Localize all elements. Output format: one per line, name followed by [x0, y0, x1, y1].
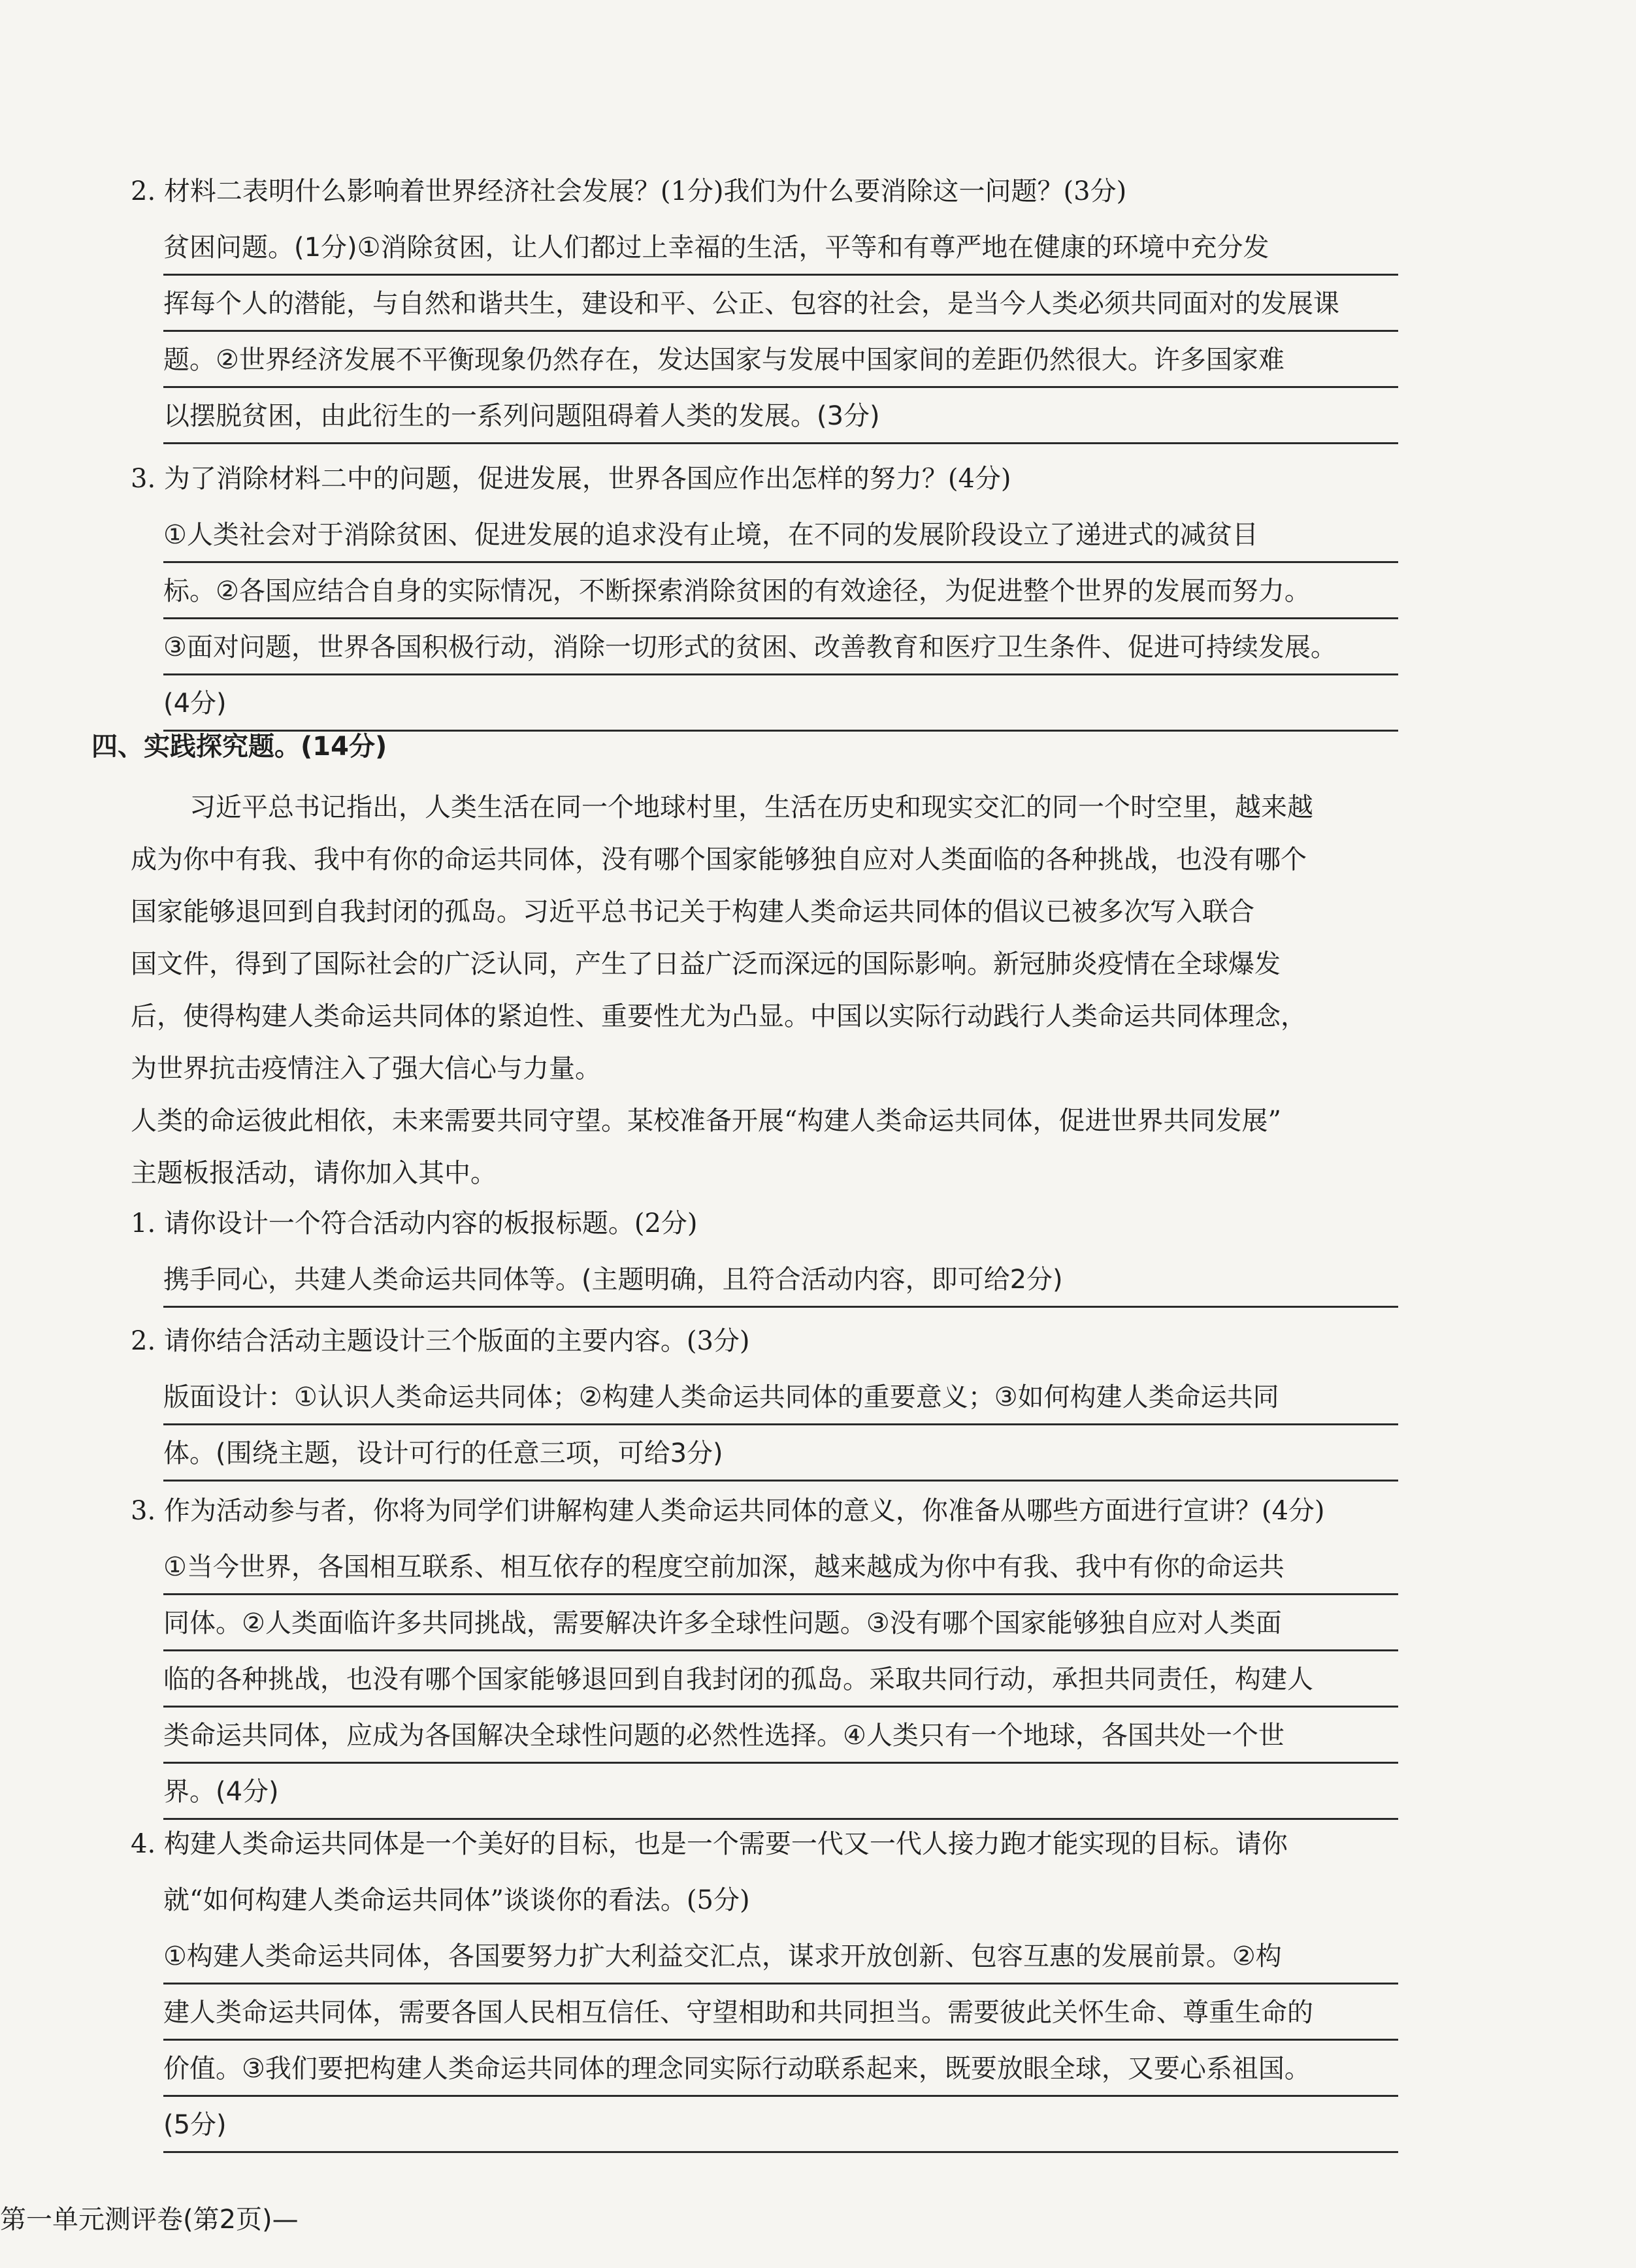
answer-line: ①当今世界，各国相互联系、相互依存的程度空前加深，越来越成为你中有我、我中有你的命运共: [163, 1539, 1398, 1595]
answer-line: 体。(围绕主题，设计可行的任意三项，可给3分): [163, 1425, 1398, 1482]
practice-answer-1: [163, 1252, 1398, 1308]
answer-line: ③面对问题，世界各国积极行动，消除一切形式的贫困、改善教育和医疗卫生条件、促进可持续发展。: [163, 619, 1398, 675]
answer-line: ①构建人类命运共同体，各国要努力扩大利益交汇点，谋求开放创新、包容互惠的发展前景。②构: [163, 1928, 1398, 1984]
answer-3: [163, 507, 1398, 732]
material-line: 习近平总书记指出，人类生活在同一个地球村里，生活在历史和现实交汇的同一个时空里，越来越: [189, 792, 1313, 822]
material-paragraph: [189, 781, 1398, 834]
intro-line: 主题板报活动，请你加入其中。: [131, 1158, 497, 1188]
answer-line: 同体。②人类面临许多共同挑战，需要解决许多全球性问题。③没有哪个国家能够独自应对人类面: [163, 1595, 1398, 1651]
answer-line: 贫困问题。(1分)①消除贫困，让人们都过上幸福的生活，平等和有尊严地在健康的环境中充分发: [163, 219, 1398, 276]
answer-line: (4分): [163, 675, 1398, 732]
intro-line: 人类的命运彼此相依，未来需要共同守望。某校准备开展“构建人类命运共同体，促进世界共同发展”: [131, 1106, 1281, 1136]
answer-line: 类命运共同体，应成为各国解决全球性问题的必然性选择。④人类只有一个地球，各国共处一个世: [163, 1708, 1398, 1764]
answer-line: 以摆脱贫困，由此衍生的一系列问题阻碍着人类的发展。(3分): [163, 388, 1398, 444]
material-paragraph-cont: [131, 834, 1398, 1095]
question-2: 2. 材料二表明什么影响着世界经济社会发展？(1分)我们为什么要消除这一问题？(3分): [131, 176, 1127, 206]
material-line: 国文件，得到了国际社会的广泛认同，产生了日益广泛而深远的国际影响。新冠肺炎疫情在全球爆发: [131, 949, 1281, 979]
practice-question-1: 1. 请你设计一个符合活动内容的板报标题。(2分): [131, 1208, 698, 1239]
material-line: 为世界抗击疫情注入了强大信心与力量。: [131, 1054, 601, 1084]
answer-line: 价值。③我们要把构建人类命运共同体的理念同实际行动联系起来，既要放眼全球，又要心系祖国。: [163, 2041, 1398, 2097]
page-footer: 第一单元测评卷(第2页)—: [0, 2205, 299, 2235]
activity-intro: [131, 1095, 1398, 1199]
practice-question-2: 2. 请你结合活动主题设计三个版面的主要内容。(3分): [131, 1326, 750, 1356]
answer-line: 临的各种挑战，也没有哪个国家能够退回到自我封闭的孤岛。采取共同行动，承担共同责任，构建人: [163, 1651, 1398, 1708]
section-4-title: 四、实践探究题。(14分): [91, 732, 387, 762]
material-line: 成为你中有我、我中有你的命运共同体，没有哪个国家能够独自应对人类面临的各种挑战，也没有哪个: [131, 845, 1307, 875]
practice-question-3: 3. 作为活动参与者，你将为同学们讲解构建人类命运共同体的意义，你准备从哪些方面进行宣讲？(4分): [131, 1496, 1325, 1526]
answer-line: 界。(4分): [163, 1764, 1398, 1820]
practice-answer-2: [163, 1369, 1398, 1482]
practice-answer-3: [163, 1539, 1398, 1820]
answer-line: 标。②各国应结合自身的实际情况，不断探索消除贫困的有效途径，为促进整个世界的发展而努力。: [163, 563, 1398, 619]
answer-2: [163, 219, 1398, 444]
answer-line: 挥每个人的潜能，与自然和谐共生，建设和平、公正、包容的社会，是当今人类必须共同面对的发展课: [163, 276, 1398, 332]
material-line: 国家能够退回到自我封闭的孤岛。习近平总书记关于构建人类命运共同体的倡议已被多次写入联合: [131, 897, 1254, 927]
answer-line: ①人类社会对于消除贫困、促进发展的追求没有止境，在不同的发展阶段设立了递进式的减贫目: [163, 507, 1398, 563]
answer-line: 题。②世界经济发展不平衡现象仍然存在，发达国家与发展中国家间的差距仍然很大。许多国家难: [163, 332, 1398, 388]
answer-line: 建人类命运共同体，需要各国人民相互信任、守望相助和共同担当。需要彼此关怀生命、尊重生命的: [163, 1984, 1398, 2041]
question-3: 3. 为了消除材料二中的问题，促进发展，世界各国应作出怎样的努力？(4分): [131, 464, 1011, 494]
answer-line: 版面设计：①认识人类命运共同体；②构建人类命运共同体的重要意义；③如何构建人类命运共同: [163, 1369, 1398, 1425]
question-line: 4. 构建人类命运共同体是一个美好的目标，也是一个需要一代又一代人接力跑才能实现的目标。请你: [131, 1829, 1288, 1859]
practice-question-4: [131, 1816, 1398, 1928]
question-line: 就“如何构建人类命运共同体”谈谈你的看法。(5分): [163, 1885, 750, 1915]
practice-answer-4: [163, 1928, 1398, 2153]
answer-line: (5分): [163, 2097, 1398, 2153]
answer-line: 携手同心，共建人类命运共同体等。(主题明确，且符合活动内容，即可给2分): [163, 1252, 1398, 1308]
material-line: 后，使得构建人类命运共同体的紧迫性、重要性尤为凸显。中国以实际行动践行人类命运共同体理念，: [131, 1001, 1307, 1031]
